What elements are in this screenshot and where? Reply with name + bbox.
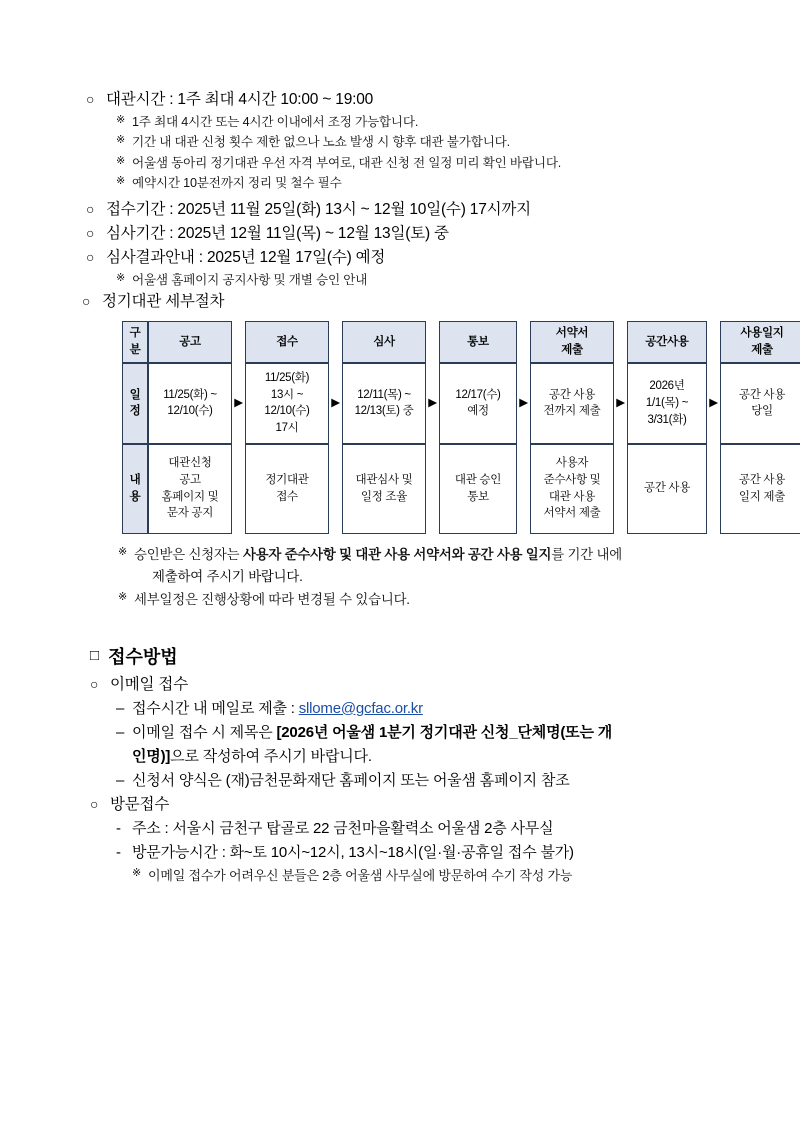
arrow-spacer — [707, 444, 720, 534]
arrow-icon: ▶ — [232, 363, 245, 444]
form-reference-text: 신청서 양식은 (재)금천문화재단 홈페이지 또는 어울샘 홈페이지 참조 — [132, 771, 570, 789]
row-label-schedule: 일 정 — [122, 363, 148, 444]
list-item-email-application — [90, 673, 740, 697]
col-header-usage-log: 사용일지 제출 — [720, 321, 800, 363]
dash-marker-icon: – — [116, 723, 125, 741]
arrow-spacer — [232, 444, 245, 534]
arrow-icon — [426, 321, 439, 363]
visit-application-label: 방문접수 — [110, 795, 170, 813]
cell-schedule-notice: 11/25(화) ~ 12/10(수) — [148, 363, 232, 444]
arrow-icon — [232, 321, 245, 363]
reference-mark-icon: ※ — [116, 175, 126, 188]
arrow-spacer — [614, 444, 627, 534]
note-item — [116, 112, 740, 132]
cell-schedule-usage-log: 공간 사용 당일 — [720, 363, 800, 444]
circle-marker-icon: ○ — [86, 200, 95, 217]
cell-schedule-pledge: 공간 사용 전까지 제출 — [530, 363, 614, 444]
circle-marker-icon: ○ — [82, 293, 91, 310]
arrow-icon — [517, 321, 530, 363]
note-schedule-change-text: 세부일정은 진행상황에 따라 변경될 수 있습니다. — [134, 591, 410, 607]
cell-content-application: 정기대관 접수 — [245, 444, 329, 534]
visit-hours-text: 방문가능시간 : 화~토 10시~12시, 13시~18시(일·월·공휴일 접수 불가) — [132, 843, 574, 861]
note-submission-pre: 승인받은 신청자는 — [134, 546, 243, 562]
reference-mark-icon: ※ — [116, 271, 126, 284]
note-item — [116, 153, 740, 173]
note-submission-bold: 사용자 준수사항 및 대관 사용 서약서와 공간 사용 일지 — [242, 546, 552, 562]
cell-content-pledge: 사용자 준수사항 및 대관 사용 서약서 제출 — [530, 444, 614, 534]
arrow-icon: ▶ — [614, 363, 627, 444]
reference-mark-icon: ※ — [118, 590, 128, 603]
col-header-application: 접수 — [245, 321, 329, 363]
cell-content-usage-log: 공간 사용 일지 제출 — [720, 444, 800, 534]
email-subject-post: 으로 작성하여 주시기 바랍니다. — [170, 747, 372, 765]
circle-marker-icon: ○ — [90, 675, 99, 692]
list-item-form-reference — [116, 769, 740, 793]
note-item — [116, 270, 740, 290]
section-title-text: 접수방법 — [108, 646, 178, 667]
reference-mark-icon: ※ — [116, 154, 126, 167]
note-item-submission — [118, 544, 740, 566]
cell-content-review: 대관심사 및 일정 조율 — [342, 444, 426, 534]
list-item-application-period — [86, 198, 740, 222]
cell-schedule-application: 11/25(화) 13시 ~ 12/10(수) 17시 — [245, 363, 329, 444]
note-item-manual-entry — [132, 865, 740, 886]
list-item-result-notice — [86, 246, 740, 270]
result-notice-text: 심사결과안내 : 2025년 12월 17일(수) 예정 — [106, 248, 386, 266]
email-subject-line2 — [132, 745, 740, 769]
arrow-icon: ▶ — [707, 363, 720, 444]
cell-content-space-use: 공간 사용 — [627, 444, 707, 534]
reference-mark-icon: ※ — [118, 545, 128, 558]
dash-marker-icon: - — [116, 843, 121, 861]
note-text: 어울샘 홈페이지 공지사항 및 개별 승인 안내 — [132, 272, 368, 287]
arrow-icon — [329, 321, 342, 363]
dash-marker-icon: – — [116, 771, 125, 789]
list-item-address — [116, 817, 740, 841]
list-item-visit-application — [90, 793, 740, 817]
review-period-text: 심사기간 : 2025년 12월 11일(목) ~ 12월 13일(토) 중 — [106, 224, 449, 242]
dash-marker-icon: - — [116, 819, 121, 837]
list-item-detailed-procedure — [82, 290, 740, 314]
email-application-label: 이메일 접수 — [110, 675, 188, 693]
email-subject-pre: 이메일 접수 시 제목은 — [132, 723, 277, 741]
reference-mark-icon: ※ — [116, 134, 126, 147]
procedure-table — [122, 321, 800, 534]
col-header-review: 심사 — [342, 321, 426, 363]
cell-content-notification: 대관 승인 통보 — [439, 444, 517, 534]
email-subject-bold-cont: 인명)] — [132, 747, 171, 765]
cell-schedule-space-use: 2026년 1/1(목) ~ 3/31(화) — [627, 363, 707, 444]
reference-mark-icon: ※ — [132, 866, 142, 879]
table-row-header — [122, 321, 800, 363]
list-item-visit-hours — [116, 841, 740, 865]
list-item-review-period — [86, 222, 740, 246]
email-subject-bold: [2026년 어울샘 1분기 정기대관 신청_단체명(또는 개 — [276, 723, 612, 741]
cell-schedule-review: 12/11(목) ~ 12/13(토) 중 — [342, 363, 426, 444]
manual-entry-note-text: 이메일 접수가 어려우신 분들은 2층 어울샘 사무실에 방문하여 수기 작성 가능 — [148, 867, 573, 883]
note-text: 기간 내 대관 신청 횟수 제한 없으나 노쇼 발생 시 향후 대관 불가합니다. — [132, 135, 510, 150]
arrow-spacer — [329, 444, 342, 534]
table-row-schedule — [122, 363, 800, 444]
cell-schedule-notification: 12/17(수) 예정 — [439, 363, 517, 444]
arrow-spacer — [426, 444, 439, 534]
list-item-email-address — [116, 697, 740, 721]
note-submission-post: 를 기간 내에 — [551, 546, 622, 562]
application-period-text: 접수기간 : 2025년 11월 25일(화) 13시 ~ 12월 10일(수) 17시까지 — [106, 200, 531, 218]
address-text: 주소 : 서울시 금천구 탑골로 22 금천마을활력소 어울샘 2층 사무실 — [132, 819, 554, 837]
note-item — [116, 132, 740, 152]
note-item-schedule-change — [118, 589, 740, 611]
procedure-table-wrap — [122, 321, 786, 534]
col-header-space-use: 공간사용 — [627, 321, 707, 363]
col-header-pledge: 서약서 제출 — [530, 321, 614, 363]
list-item-rental-time — [86, 88, 740, 112]
table-row-content — [122, 444, 800, 534]
circle-marker-icon: ○ — [90, 795, 99, 812]
section-title-application-method — [90, 643, 740, 669]
email-address-link[interactable]: sllome@gcfac.or.kr — [298, 699, 423, 717]
detailed-procedure-text: 정기대관 세부절차 — [102, 293, 225, 311]
row-label-content: 내 용 — [122, 444, 148, 534]
arrow-icon: ▶ — [426, 363, 439, 444]
cell-content-notice: 대관신청 공고 홈페이지 및 문자 공지 — [148, 444, 232, 534]
email-submit-label: 접수시간 내 메일로 제출 : — [132, 699, 299, 717]
note-text: 1주 최대 4시간 또는 4시간 이내에서 조정 가능합니다. — [132, 115, 419, 130]
circle-marker-icon: ○ — [86, 91, 95, 107]
arrow-icon: ▶ — [517, 363, 530, 444]
row-label-division: 구 분 — [122, 321, 148, 363]
circle-marker-icon: ○ — [86, 248, 95, 265]
note-item — [116, 173, 740, 193]
reference-mark-icon: ※ — [116, 114, 126, 127]
arrow-icon — [614, 321, 627, 363]
note-submission-line2: 제출하여 주시기 바랍니다. — [152, 569, 303, 585]
arrow-spacer — [517, 444, 530, 534]
rental-time-text: 대관시간 : 1주 최대 4시간 10:00 ~ 19:00 — [106, 91, 374, 108]
arrow-icon: ▶ — [329, 363, 342, 444]
col-header-notification: 통보 — [439, 321, 517, 363]
col-header-notice: 공고 — [148, 321, 232, 363]
list-item-email-subject — [116, 721, 740, 745]
circle-marker-icon: ○ — [86, 224, 95, 241]
arrow-icon — [707, 321, 720, 363]
dash-marker-icon: – — [116, 699, 125, 717]
note-text: 어울샘 동아리 정기대관 우선 자격 부여로, 대관 신청 전 일정 미리 확인 바랍니다. — [132, 155, 562, 170]
note-text: 예약시간 10분전까지 정리 및 철수 필수 — [132, 176, 342, 191]
square-marker-icon: □ — [90, 647, 100, 665]
